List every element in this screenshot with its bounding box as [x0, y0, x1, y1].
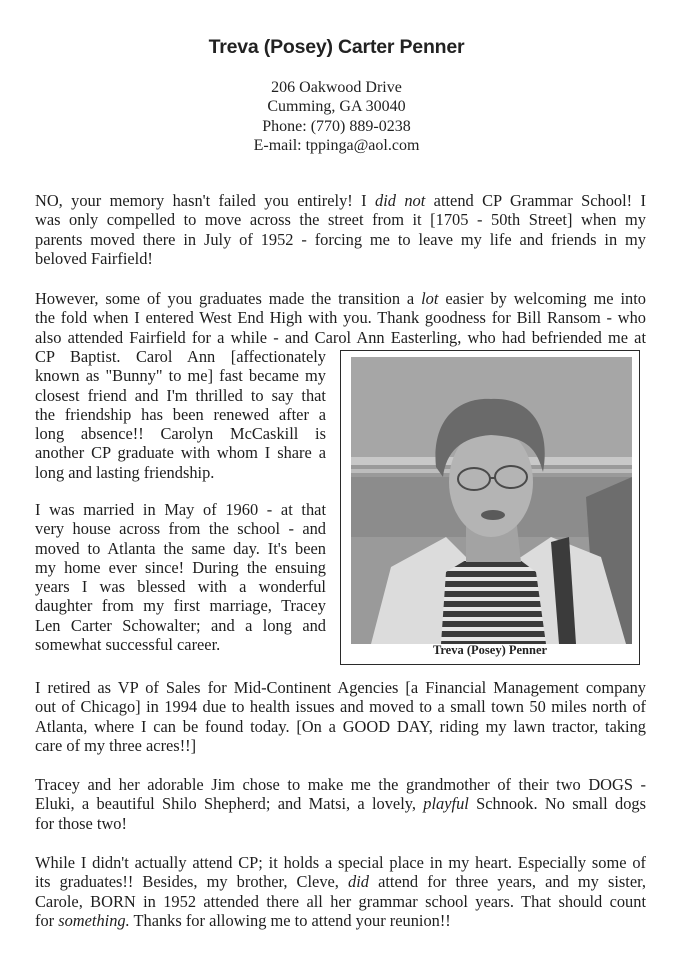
- text-line: the fold when I entered West End High with you. Thank goodness for Bill Ransom - who: [35, 308, 646, 328]
- text-line: also attended Fairfield for a while - and Carol Ann Easterling, who had befriended me at: [35, 327, 646, 347]
- paragraph-1: [35, 191, 646, 268]
- text-line: long and lasting friendship.: [35, 462, 215, 482]
- text-line: known as "Bunny" to me] fast became my: [35, 366, 326, 386]
- text-line: for something. Thanks for allowing me to attend your reunion!!: [35, 910, 451, 930]
- paragraph-3: [35, 500, 326, 654]
- email-address: E-mail: tppinga@aol.com: [253, 136, 420, 154]
- text-line: care of my three acres!!]: [35, 735, 197, 755]
- text-line: was only compelled to move across the street from it [1705 - 50th Street] when my: [35, 210, 646, 230]
- text-line: parents moved there in July of 1952 - forcing me to leave my life and friends in my: [35, 229, 646, 249]
- text-line: the friendship has been renewed after a: [35, 404, 326, 424]
- photo-frame: [340, 350, 640, 665]
- paragraph-6: [35, 853, 646, 930]
- paragraph-5: [35, 775, 646, 833]
- text-line: While I didn't actually attend CP; it holds a special place in my heart. Especially some of: [35, 853, 646, 872]
- text-line: its graduates!! Besides, my brother, Cleve, did attend for three years, and my sister,: [35, 872, 646, 892]
- street-address: 206 Oakwood Drive: [271, 79, 402, 96]
- paragraph-4: [35, 678, 646, 755]
- text-line: daughter from my first marriage, Tracey: [35, 596, 326, 616]
- page-title: Treva (Posey) Carter Penner: [208, 36, 465, 58]
- text-line: out of Chicago] in 1994 due to health issues and moved to a small town 50 miles north of: [35, 697, 646, 717]
- text-line: Tracey and her adorable Jim chose to make me the grandmother of their two DOGS -: [35, 775, 646, 794]
- portrait-photo: [351, 357, 632, 644]
- text-line: Carole, BORN in 1952 attended there all her grammar school years. That should count: [35, 891, 646, 911]
- portrait-image-icon: [351, 357, 632, 644]
- text-line: closest friend and I'm thrilled to say that: [35, 385, 326, 405]
- paragraph-2-wrapped: [35, 347, 326, 482]
- text-line: my home ever since! During the ensuing: [35, 557, 326, 577]
- text-line: for those two!: [35, 813, 127, 833]
- text-line: another CP graduate with whom I share a: [35, 443, 326, 463]
- text-line: Len Carter Schowalter; and a long and: [35, 615, 326, 635]
- text-line: somewhat successful career.: [35, 635, 221, 655]
- text-line: I was married in May of 1960 - at that: [35, 500, 326, 519]
- paragraph-2: [35, 289, 646, 347]
- text-line: I retired as VP of Sales for Mid-Continent Agencies [a Financial Management company: [35, 678, 646, 697]
- text-line: long absence!! Carolyn McCaskill is: [35, 424, 326, 444]
- text-line: NO, your memory hasn't failed you entirely! I did not attend CP Grammar School! I: [35, 191, 646, 210]
- contact-block: [0, 78, 673, 155]
- text-line: years I was blessed with a wonderful: [35, 577, 326, 597]
- text-line: moved to Atlanta the same day. It's been: [35, 538, 326, 558]
- phone-number: Phone: (770) 889-0238: [262, 117, 411, 135]
- photo-caption: Treva (Posey) Penner: [432, 643, 548, 657]
- text-line: However, some of you graduates made the transition a lot easier by welcoming me into: [35, 289, 646, 308]
- text-line: Atlanta, where I can be found today. [On a GOOD DAY, riding my lawn tractor, taking: [35, 716, 646, 736]
- text-line: Eluki, a beautiful Shilo Shepherd; and Matsi, a lovely, playful Schnook. No small dogs: [35, 794, 646, 814]
- text-line: CP Baptist. Carol Ann [affectionately: [35, 347, 326, 366]
- city-state-zip: Cumming, GA 30040: [267, 98, 406, 116]
- text-line: very house across from the school - and: [35, 519, 326, 539]
- text-line: beloved Fairfield!: [35, 248, 153, 268]
